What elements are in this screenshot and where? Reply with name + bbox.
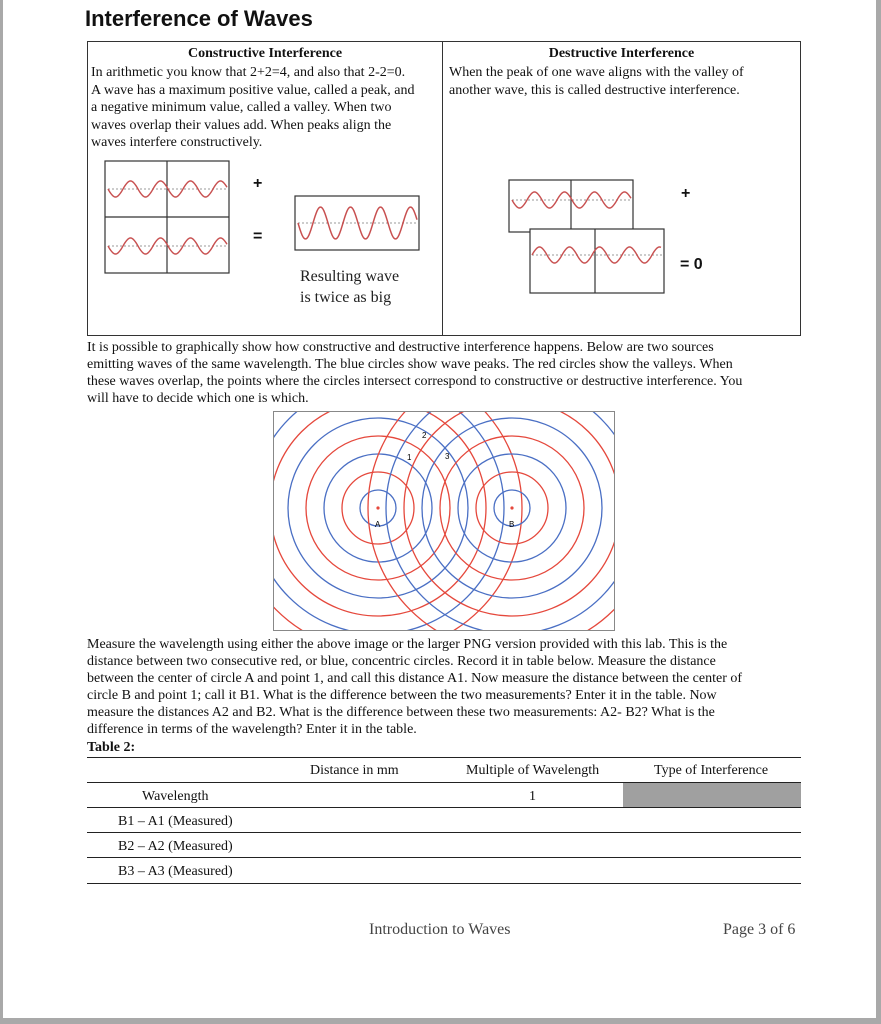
- constructive-wave-diagram: [104, 160, 244, 278]
- header-multiple: Multiple of Wavelength: [466, 763, 600, 778]
- interference-circles: [274, 412, 614, 630]
- constructive-heading: Constructive Interference: [187, 46, 343, 61]
- instruction-line: Measure the wavelength using either the above image or the larger PNG version provided with this lab. This is the: [87, 637, 728, 652]
- source-b-dot: [510, 506, 513, 509]
- destructive-line: When the peak of one wave aligns with the valley of: [449, 65, 744, 80]
- plus-sign: +: [253, 175, 263, 192]
- wave-circle-b-valley: [404, 412, 614, 616]
- instruction-line: between the center of circle A and point 1, and call this distance A1. Now measure the distance between the center of: [87, 671, 743, 686]
- intro-line: will have to decide which one is which.: [87, 391, 309, 406]
- equals-zero: = 0: [680, 256, 703, 273]
- destructive-line: another wave, this is called destructive interference.: [449, 82, 740, 98]
- page-number: Page 3 of 6: [723, 921, 796, 938]
- point-3-label: 3: [445, 452, 450, 461]
- intro-line: these waves overlap, the points where the circles intersect correspond to constructive or destructive interference. You: [87, 374, 743, 389]
- destructive-text: [449, 64, 799, 99]
- constructive-line: A wave has a maximum positive value, called a peak, and: [91, 82, 415, 98]
- intro-paragraph: [87, 339, 799, 407]
- source-a-label: A: [375, 520, 381, 529]
- row-label-b1-a1: B1 – A1 (Measured): [118, 814, 233, 829]
- result-caption-line2: is twice as big: [300, 289, 392, 306]
- instruction-line: distance between two consecutive red, or blue, concentric circles. Record it in table below. Measure the distance: [87, 654, 716, 669]
- wavelength-multiple: 1: [529, 789, 536, 804]
- header-type: Type of Interference: [654, 763, 769, 778]
- destructive-bottom-frame: [530, 229, 664, 293]
- table-bottom-rule: [87, 883, 801, 884]
- row-label-b3-a3: B3 – A3 (Measured): [118, 864, 233, 879]
- instruction-line: measure the distances A2 and B2. What is the difference between these two measurements: A2- B2? What is the: [87, 705, 715, 720]
- instruction-line: circle B and point 1; call it B1. What is the difference between the two measurements? Enter it in the table. Now: [87, 688, 717, 703]
- constructive-line: In arithmetic you know that 2+2=4, and also that 2-2=0.: [91, 65, 406, 80]
- destructive-heading: Destructive Interference: [548, 46, 695, 61]
- shaded-cell: [623, 783, 801, 807]
- measurement-instructions: [87, 636, 803, 738]
- table-row-rule: [87, 857, 801, 858]
- concentric-circles: [274, 412, 614, 630]
- result-caption: [300, 266, 399, 308]
- instruction-line: difference in terms of the wavelength? Enter it in the table.: [87, 722, 417, 737]
- destructive-wave-diagram: [508, 179, 668, 295]
- document-page: [3, 0, 876, 1018]
- footer-title: Introduction to Waves: [369, 921, 511, 938]
- two-source-interference-figure: [273, 411, 615, 631]
- table-row-rule: [87, 807, 801, 808]
- interference-comparison-box: [87, 41, 801, 336]
- constructive-line: waves overlap their values add. When peaks align the: [91, 117, 392, 133]
- header-distance: Distance in mm: [310, 763, 399, 778]
- equals-sign: =: [253, 228, 263, 245]
- table-row-rule: [87, 832, 801, 833]
- page-title: Interference of Waves: [85, 6, 313, 31]
- resulting-wave-diagram: [294, 195, 422, 253]
- intro-line: emitting waves of the same wavelength. The blue circles show wave peaks. The red circles show the valleys. When: [87, 357, 733, 372]
- constructive-line: waves interfere constructively.: [91, 135, 263, 150]
- table-caption: Table 2:: [87, 740, 136, 755]
- point-2-label: 2: [422, 431, 427, 440]
- constructive-line: a negative minimum value, called a valley. When two: [91, 100, 392, 115]
- point-1-label: 1: [407, 453, 412, 462]
- row-label-wavelength: Wavelength: [142, 789, 209, 804]
- table-top-rule: [87, 757, 801, 758]
- result-caption-line1: Resulting wave: [300, 268, 400, 285]
- source-a-dot: [376, 506, 379, 509]
- plus-sign: +: [681, 185, 691, 202]
- row-label-b2-a2: B2 – A2 (Measured): [118, 839, 233, 854]
- constructive-text: [91, 64, 443, 152]
- intro-line: It is possible to graphically show how constructive and destructive interference happens. Below are two sources: [87, 340, 714, 355]
- source-b-label: B: [509, 520, 515, 529]
